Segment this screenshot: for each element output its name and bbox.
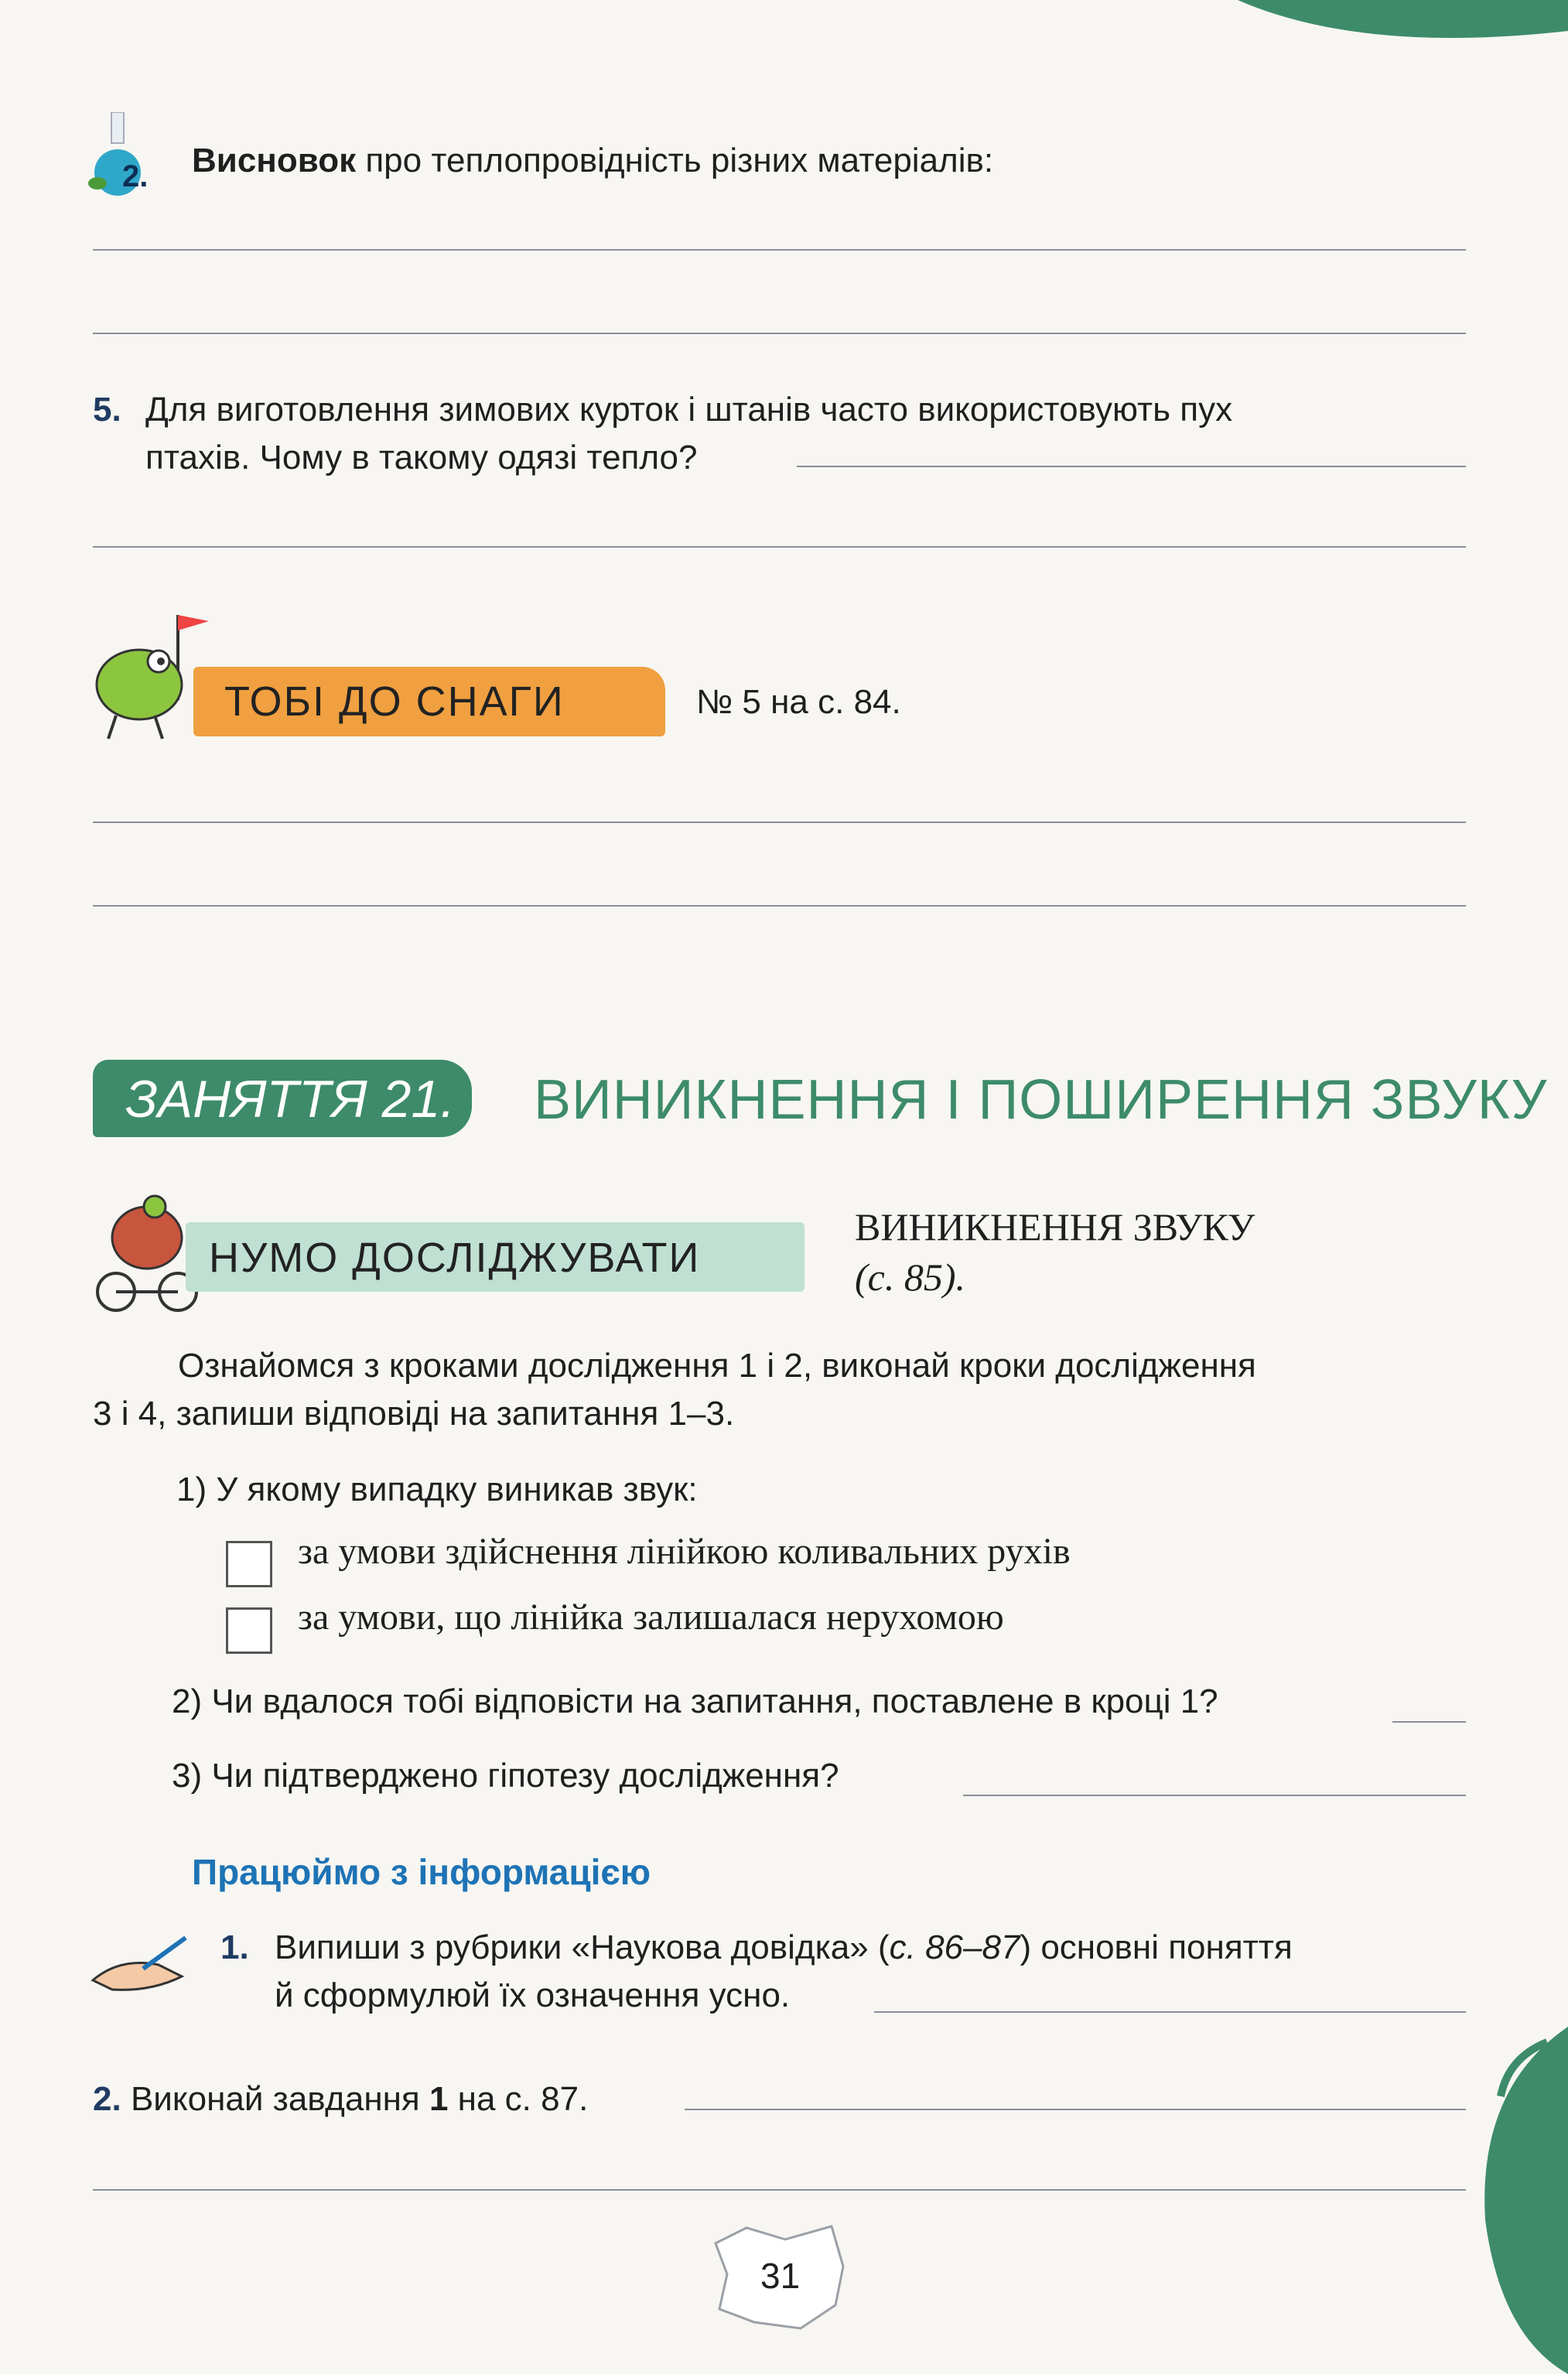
conclusion-label: Висновок [192, 142, 357, 179]
option-checkbox[interactable] [226, 1607, 272, 1654]
info-task1-text-a: Випиши з рубрики «Наукова довідка» ( [275, 1928, 890, 1966]
answer-line [1392, 1721, 1466, 1723]
info-task1-page-ref: с. 86–87 [889, 1928, 1020, 1966]
optional-banner [193, 667, 665, 736]
leaf-decoration-top [1207, 0, 1568, 46]
task2-text-b: на с. 87. [448, 2080, 589, 2118]
explore-banner-label: НУМО ДОСЛІДЖУВАТИ [209, 1235, 701, 1281]
option-label: за умови, що лінійка залишалася нерухомою [298, 1597, 1004, 1638]
explore-banner [186, 1222, 804, 1292]
answer-line [93, 822, 1466, 823]
answer-line [93, 905, 1466, 907]
question-3: 3) Чи підтверджено гіпотезу дослідження? [172, 1757, 839, 1795]
answer-line [963, 1795, 1466, 1796]
option-checkbox[interactable] [226, 1541, 272, 1587]
conclusion-description: про теплопровідність різних матеріалів: [365, 142, 994, 179]
task5-line2: птахів. Чому в такому одязі тепло? [145, 439, 698, 477]
task5-number: 5. [93, 391, 121, 429]
intro-line2: 3 і 4, запиши відповіді на запитання 1–3. [93, 1395, 735, 1433]
task2-number: 2. [93, 2080, 121, 2118]
info-task1-number: 1. [220, 1928, 249, 1966]
task2-bold: 1 [429, 2080, 449, 2118]
bug-bicycle-icon [93, 1184, 201, 1315]
answer-line [93, 333, 1466, 334]
task2-text-a: Виконай завдання [130, 2080, 429, 2118]
answer-line [93, 249, 1466, 251]
intro-line1: Ознайомся з кроками дослідження 1 і 2, виконай кроки дослідження [178, 1347, 1256, 1385]
answer-line [93, 546, 1466, 548]
lesson-label-badge [93, 1060, 472, 1137]
question-2: 2) Чи вдалося тобі відповісти на запитання, поставлене в кроці 1? [172, 1682, 1218, 1720]
option-label: за умови здійснення лінійкою коливальних рухів [298, 1531, 1071, 1572]
page-number: 31 [760, 2256, 801, 2296]
conclusion-number: 2. [122, 159, 149, 193]
task5-line1: Для виготовлення зимових курток і штанів часто використовують пух [145, 391, 1233, 429]
optional-text: № 5 на с. 84. [696, 683, 901, 721]
explore-heading: ВИНИКНЕННЯ ЗВУКУ [855, 1205, 1255, 1248]
explore-page-ref: (с. 85). [855, 1255, 965, 1299]
leaf-decoration-bottom [1454, 2027, 1568, 2374]
optional-banner-label: ТОБІ ДО СНАГИ [224, 678, 565, 725]
task2 [93, 2078, 588, 2121]
info-task1-text-b: ) основні поняття [1020, 1928, 1293, 1966]
info-heading: Працюймо з інформацією [192, 1852, 651, 1892]
answer-line [874, 2011, 1466, 2013]
conclusion-text [192, 139, 993, 183]
writing-hand-icon [89, 1934, 190, 1996]
answer-line [685, 2109, 1466, 2110]
question-1: 1) У якому випадку виникав звук: [176, 1471, 698, 1508]
lesson-title: ВИНИКНЕННЯ І ПОШИРЕННЯ ЗВУКУ [534, 1069, 1548, 1131]
info-task1-line1 [275, 1926, 1293, 1969]
info-task1-line2: й сформулюй їх означення усно. [275, 1976, 791, 2014]
answer-line [93, 2189, 1466, 2191]
answer-line [797, 466, 1466, 467]
lesson-label: ЗАНЯТТЯ 21. [125, 1070, 456, 1129]
page-number-badge [700, 2220, 855, 2336]
